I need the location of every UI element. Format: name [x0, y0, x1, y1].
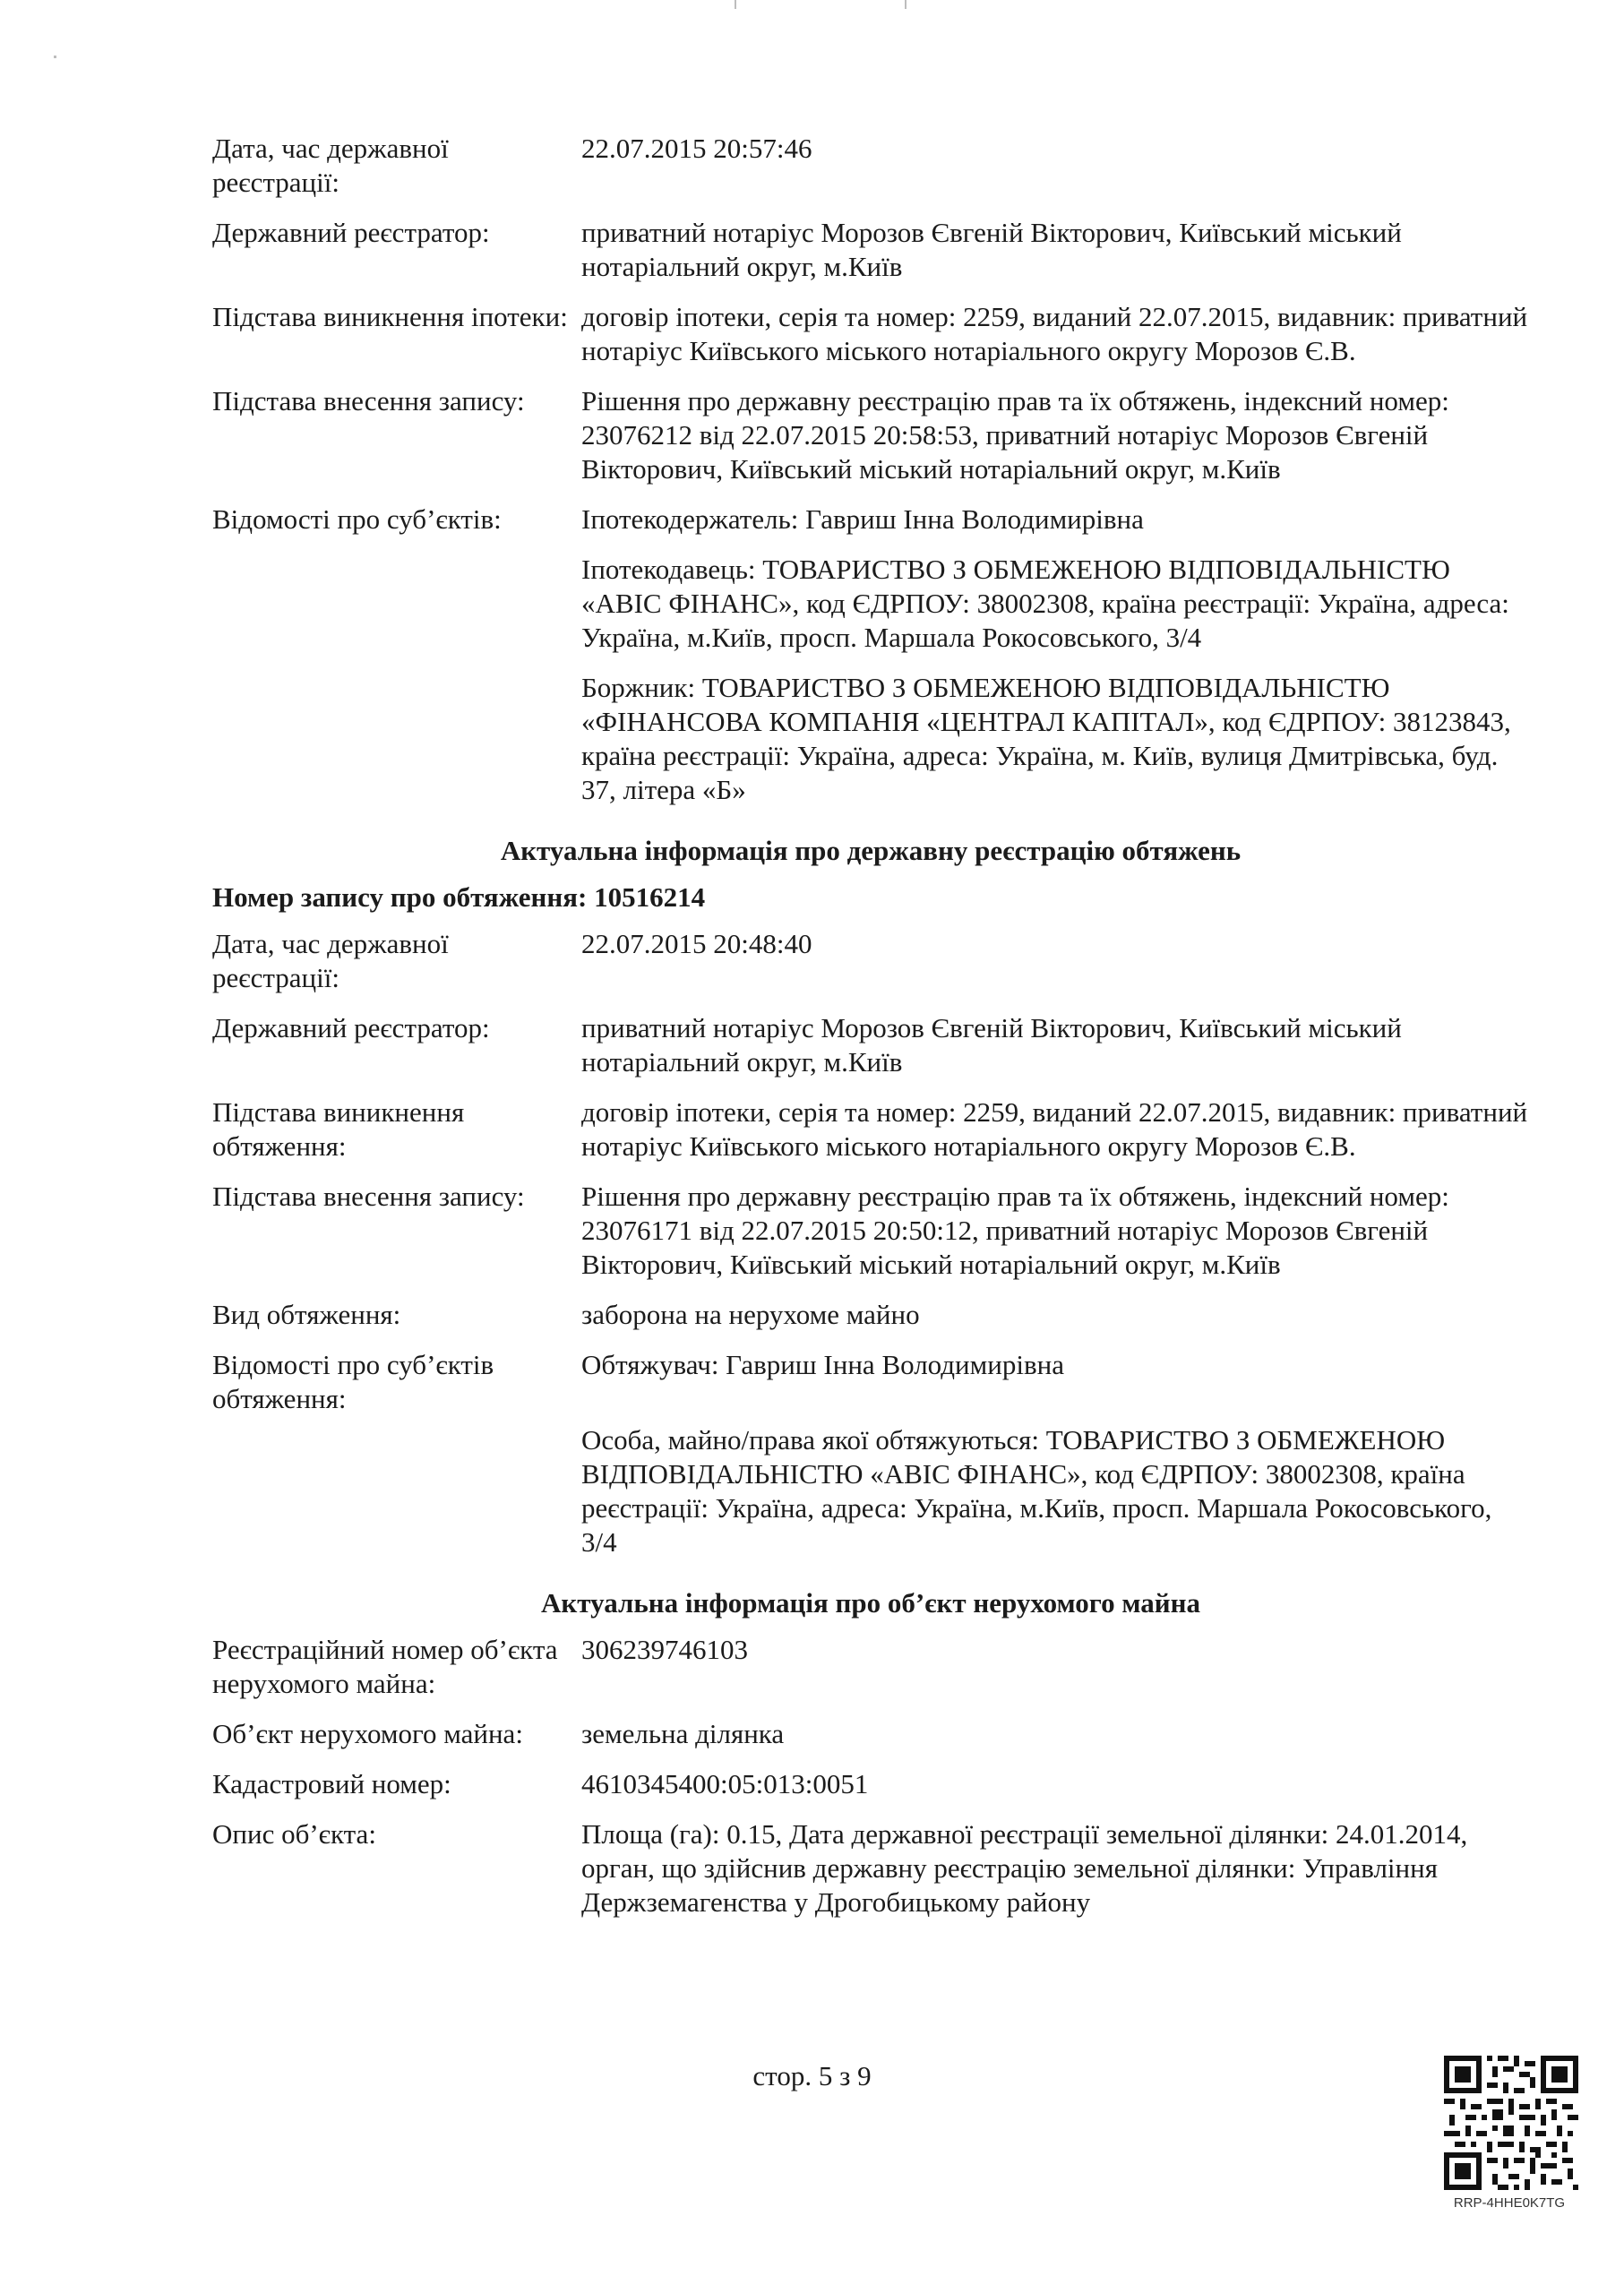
record-row	[212, 1817, 1529, 1919]
subjects-label: Відомості про суб’єктів:	[212, 503, 502, 535]
row-label: Реєстраційний номер об’єкта нерухомого майна:	[212, 1634, 558, 1699]
record-row	[212, 384, 1529, 486]
property-heading: Актуальна інформація про об’єкт нерухомого майна	[541, 1587, 1200, 1619]
row-label: Об’єкт нерухомого майна:	[212, 1718, 523, 1749]
record-row	[212, 1767, 1529, 1801]
subjects-row	[212, 502, 1529, 807]
qr-code-icon	[1444, 2056, 1578, 2190]
row-value: 22.07.2015 20:48:40	[581, 928, 812, 959]
row-label: Дата, час державної реєстрації:	[212, 133, 449, 198]
row-value: Рішення про державну реєстрацію прав та їх обтяжень, індексний номер: 23076212 від 22.07.2015 20:58:53, приватний нотаріус Морозов Євгеній Вікторович, Київський міський нотаріальний округ, м.Київ	[581, 385, 1449, 485]
row-label: Опис об’єкта:	[212, 1818, 376, 1850]
qr-code-text: RRP-4HHE0K7TG	[1453, 2195, 1566, 2211]
record-row	[212, 927, 1529, 995]
subject-encumbrancer: Обтяжувач: Гавриш Інна Володимирівна	[581, 1349, 1064, 1380]
row-label: Підстава виникнення обтяження:	[212, 1096, 465, 1162]
subject-mortgagee: Іпотекодержатель: Гавриш Інна Володимирівна	[581, 503, 1144, 535]
subjects-label: Відомості про суб’єктів обтяження:	[212, 1349, 494, 1414]
row-label: Кадастровий номер:	[212, 1768, 451, 1799]
row-label: Державний реєстратор:	[212, 217, 490, 248]
row-value: 306239746103	[581, 1634, 748, 1665]
row-value: 22.07.2015 20:57:46	[581, 133, 812, 164]
subjects-row	[212, 1348, 1529, 1559]
scan-artifact	[735, 0, 736, 9]
row-value: Площа (га): 0.15, Дата державної реєстрації земельної ділянки: 24.01.2014, орган, що здійснив державну реєстрацію земельної ділянки: Управління Держземагенства у Дрогобицькому району	[581, 1818, 1468, 1918]
scan-artifact	[54, 56, 56, 58]
subjects-list	[581, 1348, 1529, 1559]
row-value: земельна ділянка	[581, 1718, 785, 1749]
row-value: заборона на нерухоме майно	[581, 1299, 920, 1330]
row-label: Дата, час державної реєстрації:	[212, 928, 449, 993]
record-row	[212, 1180, 1529, 1282]
subject-debtor: Боржник: ТОВАРИСТВО З ОБМЕЖЕНОЮ ВІДПОВІДАЛЬНІСТЮ «ФІНАНСОВА КОМПАНІЯ «ЦЕНТРАЛ КАПІТАЛ», код ЄДРПОУ: 38123843, країна реєстрації: Україна, адреса: Україна, м. Київ, вулиця Дмитрівська, буд. 37, літера «Б»	[581, 672, 1511, 805]
row-label: Підстава внесення запису:	[212, 385, 525, 417]
record-row	[212, 1717, 1529, 1751]
encumbrance-heading: Актуальна інформація про державну реєстрацію обтяжень	[500, 835, 1242, 866]
record-row	[212, 1011, 1529, 1079]
row-value: договір іпотеки, серія та номер: 2259, виданий 22.07.2015, видавник: приватний нотаріус Київського міського нотаріального округу Морозов Є.В.	[581, 301, 1528, 366]
row-value: приватний нотаріус Морозов Євгеній Вікторович, Київський міський нотаріальний округ, м.Київ	[581, 1012, 1402, 1078]
row-value: 4610345400:05:013:0051	[581, 1768, 869, 1799]
record-row	[212, 300, 1529, 368]
subject-mortgagor: Іпотекодавець: ТОВАРИСТВО З ОБМЕЖЕНОЮ ВІДПОВІДАЛЬНІСТЮ «АВІС ФІНАНС», код ЄДРПОУ: 38002308, країна реєстрації: Україна, адреса: Україна, м.Київ, просп. Маршала Рокосовського, 3/4	[581, 554, 1509, 653]
document-content	[212, 132, 1529, 1936]
scan-artifact	[905, 0, 907, 9]
row-value: Рішення про державну реєстрацію прав та їх обтяжень, індексний номер: 23076171 від 22.07.2015 20:50:12, приватний нотаріус Морозов Євгеній Вікторович, Київський міський нотаріальний округ, м.Київ	[581, 1181, 1449, 1280]
record-row	[212, 1298, 1529, 1332]
encumbrance-record-number: Номер запису про обтяження: 10516214	[212, 881, 706, 913]
page-number: стор. 5 з 9	[752, 2060, 872, 2091]
row-label: Підстава виникнення іпотеки:	[212, 301, 568, 332]
record-row	[212, 216, 1529, 284]
row-value: договір іпотеки, серія та номер: 2259, виданий 22.07.2015, видавник: приватний нотаріус Київського міського нотаріального округу Морозов Є.В.	[581, 1096, 1528, 1162]
row-value: приватний нотаріус Морозов Євгеній Вікторович, Київський міський нотаріальний округ, м.Київ	[581, 217, 1402, 282]
record-row	[212, 1633, 1529, 1701]
subjects-list	[581, 502, 1529, 807]
subject-encumbered-party: Особа, майно/права якої обтяжуються: ТОВАРИСТВО З ОБМЕЖЕНОЮ ВІДПОВІДАЛЬНІСТЮ «АВІС ФІНАНС», код ЄДРПОУ: 38002308, країна реєстрації: Україна, адреса: Україна, м.Київ, просп. Маршала Рокосовського, 3/4	[581, 1424, 1492, 1558]
record-row	[212, 1095, 1529, 1164]
row-label: Державний реєстратор:	[212, 1012, 490, 1043]
row-label: Вид обтяження:	[212, 1299, 401, 1330]
row-label: Підстава внесення запису:	[212, 1181, 525, 1212]
record-row	[212, 132, 1529, 200]
